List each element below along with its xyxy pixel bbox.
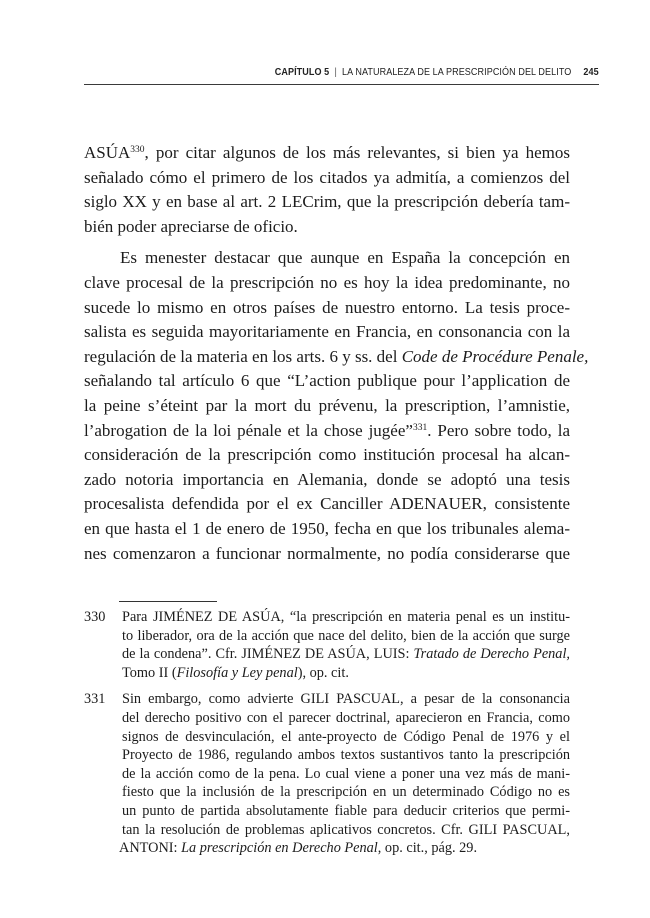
text-line xyxy=(84,345,589,370)
chapter-label: CAPÍTULO 5 xyxy=(274,66,330,78)
text-span: l’abrogation de la loi pénale et la chose jugée” xyxy=(84,420,413,440)
text-line: Sin embargo, como advierte GILI PASCUAL, a pesar de la consonancia xyxy=(122,691,570,708)
text-span: de la condena”. Cfr. JIMÉNEZ DE ASÚA, LUIS: xyxy=(122,646,414,663)
footnote-ref-330: 330 xyxy=(130,145,145,155)
text-line: salista es seguida mayoritariamente en Francia, en consonancia con la xyxy=(84,322,570,342)
italic-title: Tratado de Derecho Penal, xyxy=(413,646,571,663)
text-line: fiesto que la inclusión de la prescripción en un determinado Código no es xyxy=(122,784,570,801)
text-line: procesalista defendida por el ex Canciller ADENAUER, consistente xyxy=(84,494,570,514)
footnote-ref-331: 331 xyxy=(412,422,428,433)
text-line: clave procesal de la prescripción no es hoy la idea predominante, no xyxy=(84,272,570,292)
text-line: consideración de la prescripción como institución procesal ha alcan- xyxy=(84,445,570,465)
text-line: sucede lo mismo en otros países de nuestro entorno. La tesis proce- xyxy=(84,297,570,317)
page-number: 245 xyxy=(583,66,599,78)
header-separator: | xyxy=(334,66,338,78)
text-line: un punto de partida absolutamente fiable para deducir criterios que permi- xyxy=(122,802,570,819)
text-span: . Pero sobre todo, la xyxy=(427,420,570,440)
text-span: ANTONI: xyxy=(119,840,182,857)
text-line: tan la resolución de problemas aplicativos concretos. Cfr. GILI PASCUAL, xyxy=(122,821,570,838)
text-line: nes comenzaron a funcionar normalmente, no podía considerarse que xyxy=(84,543,570,563)
italic-title: Code de Procédure Penale, xyxy=(401,346,589,366)
footnote-331 xyxy=(84,690,570,857)
text-line: bién poder apreciarse de oficio. xyxy=(84,216,298,236)
italic-title: Filosofía y Ley penal xyxy=(176,664,298,681)
running-header-text xyxy=(275,66,599,78)
footnote-divider xyxy=(119,601,217,602)
text-line: siglo XX y en base al art. 2 LECrim, que la prescripción debería tam- xyxy=(84,192,570,212)
italic-title: La prescripción en Derecho Penal xyxy=(181,840,378,857)
text-line xyxy=(122,664,570,683)
text-span: Tomo II ( xyxy=(122,664,177,681)
text-line: de la acción como de la pena. Lo cual viene a poner una vez más de mani- xyxy=(122,765,570,782)
text-line xyxy=(122,645,570,664)
paragraph-2 xyxy=(84,246,589,566)
text-line: señalado cómo el primero de los citados ya admitía, a comienzos del xyxy=(84,167,570,187)
text-line: Proyecto de 1986, regulando ambos textos sustantivos tanto la prescripción xyxy=(122,747,570,764)
text-line: Es menester destacar que aunque en España la concepción en xyxy=(120,248,570,268)
text-line: signos de desvinculación, el ante-proyecto de Código Penal de 1976 y el xyxy=(122,728,570,745)
text-span: regulación de la materia en los arts. 6 y ss. del xyxy=(84,346,402,366)
footnotes xyxy=(84,608,570,858)
text-span: ASÚA xyxy=(84,143,131,162)
chapter-title: LA NATURALEZA DE LA PRESCRIPCIÓN DEL DELITO xyxy=(342,66,572,78)
footnote-number: 331 xyxy=(84,691,106,708)
text-line: la peine s’éteint par la mort du prévenu, la prescription, l’amnistie, xyxy=(84,395,570,415)
footnote-number: 330 xyxy=(84,609,106,625)
text-line: zado notoria importancia en Alemania, donde se adoptó una tesis xyxy=(84,469,570,489)
text-line: Para JIMÉNEZ DE ASÚA, “la prescripción en materia penal es un institu- xyxy=(122,609,570,625)
text-span: ), op. cit. xyxy=(297,664,349,681)
text-line: del derecho positivo con el parecer doctrinal, aparecieron en Francia, como xyxy=(122,709,570,726)
text-line xyxy=(84,141,570,166)
text-line: señalando tal artículo 6 que “L’action publique pour l’application de xyxy=(84,371,570,391)
text-line xyxy=(84,419,570,444)
footnote-330 xyxy=(84,608,570,682)
text-span: , por citar algunos de los más relevantes, si bien ya hemos xyxy=(144,143,570,162)
paragraph-1 xyxy=(84,141,570,239)
text-line xyxy=(119,839,570,858)
text-span: , op. cit., pág. 29. xyxy=(377,840,478,857)
text-line: to liberador, ora de la acción que nace del delito, bien de la acción que surge xyxy=(122,627,570,644)
running-header xyxy=(84,66,599,85)
text-line: en que hasta el 1 de enero de 1950, fecha en que los tribunales alema- xyxy=(84,518,570,538)
body-text xyxy=(84,141,589,566)
